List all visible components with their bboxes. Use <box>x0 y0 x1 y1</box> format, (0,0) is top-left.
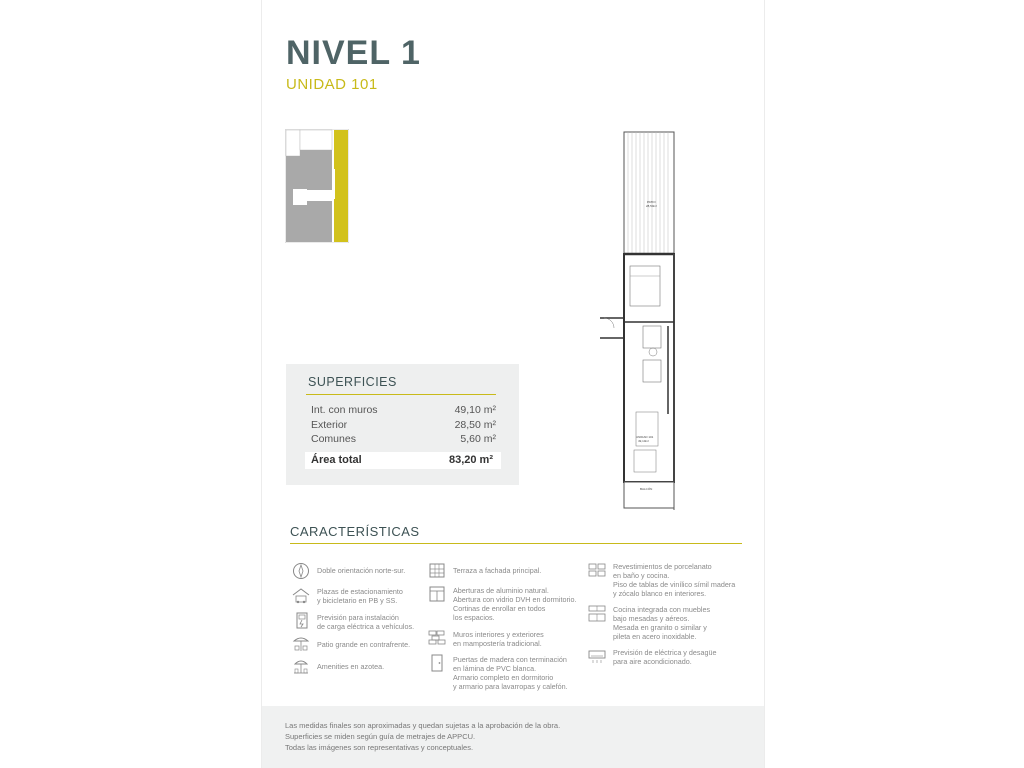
window-icon <box>428 585 446 603</box>
feature-text: Puertas de madera con terminación en lámina de PVC blanca. Armario completo en dormitorio y armario para lavarropas y calefón. <box>453 655 568 691</box>
feature-text: Previsión de eléctrica y desagüe para aire acondicionado. <box>613 648 717 666</box>
feature-text: Aberturas de aluminio natural. Abertura con vidrio DVH en dormitorio. Cortinas de enrollar en todos los espacios. <box>453 586 577 622</box>
superficie-label: Exterior <box>311 419 348 431</box>
car-garage-icon <box>292 587 310 605</box>
feature-text: Cocina integrada con muebles bajo mesadas y aéreos. Mesada en granito o similar y pileta en acero inoxidable. <box>613 605 711 641</box>
amenities-icon <box>292 657 310 675</box>
area-total-row <box>305 452 501 469</box>
feature-text: Patio grande en contrafrente. <box>317 640 411 649</box>
superficie-value: 28,50 m² <box>454 419 496 431</box>
superficies-title: SUPERFICIES <box>308 375 397 389</box>
caracteristicas-divider <box>290 543 742 544</box>
door-icon <box>428 654 446 672</box>
unit-plan-label: UNIDAD 101 <box>636 435 654 439</box>
feature-text: Terraza a fachada principal. <box>453 566 542 575</box>
feature-text: Amenities en azotea. <box>317 662 385 671</box>
superficie-value: 5,60 m² <box>460 433 496 445</box>
air-conditioner-icon <box>588 647 606 665</box>
unit-plan-area-label: 49,10m² <box>638 439 650 443</box>
feature-text: Muros interiores y exteriores en mampostería tradicional. <box>453 630 544 648</box>
area-total-label: Área total <box>311 454 362 466</box>
facade-icon <box>428 561 446 579</box>
superficies-divider <box>306 394 496 395</box>
superficies-box <box>286 364 519 485</box>
superficie-label: Comunes <box>311 433 356 445</box>
compass-icon <box>292 562 310 580</box>
feature-text: Doble orientación norte-sur. <box>317 566 406 575</box>
brick-wall-icon <box>428 627 446 645</box>
disclaimer-footer <box>262 706 764 768</box>
floor-plan <box>598 130 690 510</box>
superficie-row <box>311 433 496 445</box>
feature-text: Previsión para instalación de carga eléctrica a vehículos. <box>317 613 415 631</box>
superficie-row <box>311 419 496 431</box>
superficie-row <box>311 404 496 416</box>
superficie-label: Int. con muros <box>311 404 378 416</box>
unit-subtitle: UNIDAD 101 <box>286 76 378 93</box>
key-plan <box>285 129 349 243</box>
balcon-label: BALCÓN <box>640 487 653 491</box>
level-title: NIVEL 1 <box>286 34 421 72</box>
patio-icon <box>292 635 310 653</box>
feature-text: Revestimientos de porcelanato en baño y cocina. Piso de tablas de vinílico símil madera y zócalo blanco en interiores. <box>613 562 736 598</box>
superficie-value: 49,10 m² <box>454 404 496 416</box>
patio-area-label: 28,50m² <box>646 204 658 208</box>
disclaimer-line: Las medidas finales son aproximadas y quedan sujetas a la aprobación de la obra. <box>285 721 561 730</box>
feature-text: Plazas de estacionamiento y bicicletario en PB y SS. <box>317 587 403 605</box>
disclaimer-line: Superficies se miden según guía de metrajes de APPCU. <box>285 732 476 741</box>
caracteristicas-title: CARACTERÍSTICAS <box>290 524 420 539</box>
tiles-icon <box>588 561 606 579</box>
patio-label: PATIO <box>647 200 656 204</box>
brochure-page <box>261 0 765 768</box>
ev-charger-icon <box>294 612 312 630</box>
disclaimer-line: Todas las imágenes son representativas y conceptuales. <box>285 743 474 752</box>
kitchen-icon <box>588 604 606 622</box>
area-total-value: 83,20 m² <box>448 454 493 466</box>
